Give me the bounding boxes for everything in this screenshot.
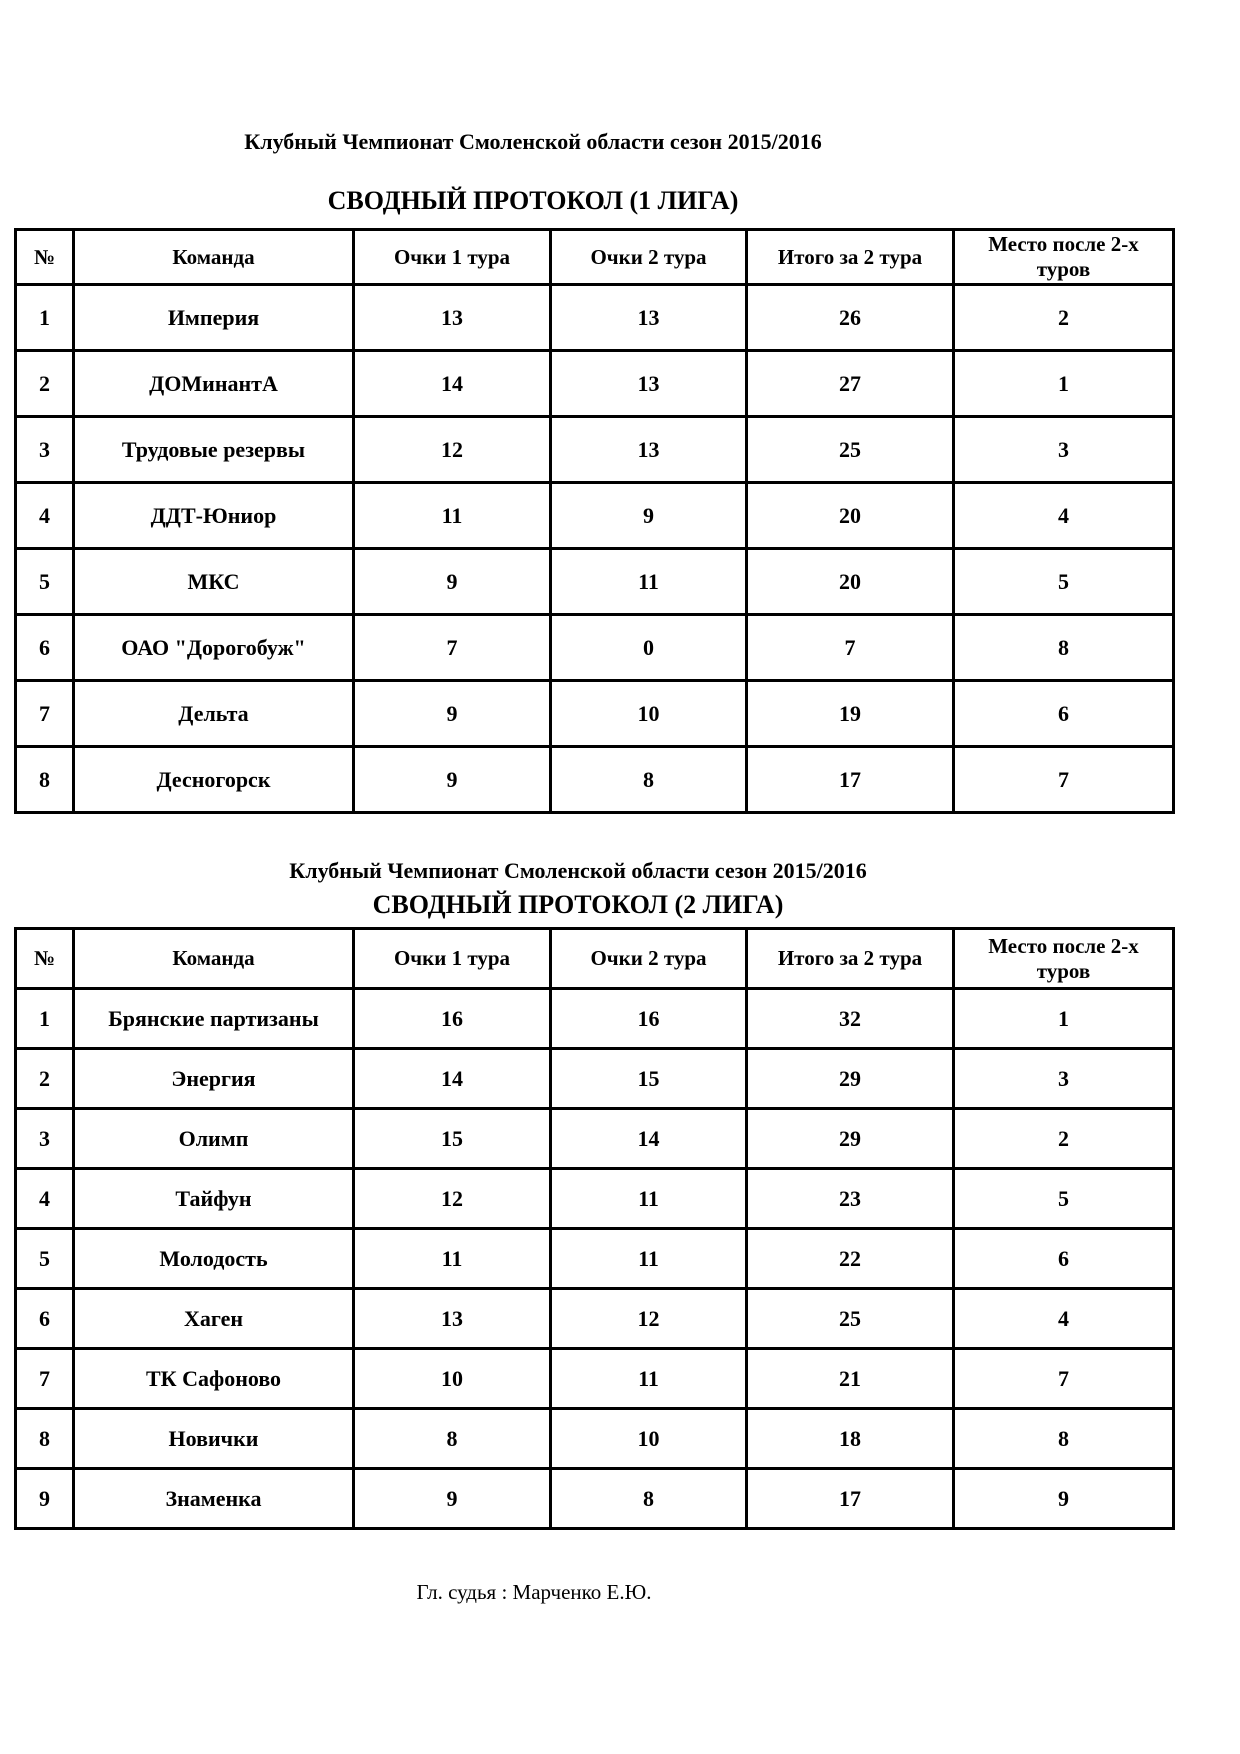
table-row xyxy=(16,351,1174,417)
table-row xyxy=(16,549,1174,615)
referee-signature: Гл. судья : Марченко Е.Ю. xyxy=(416,1580,652,1604)
table-cell: 20 xyxy=(747,549,954,615)
table-cell: 7 xyxy=(954,1349,1174,1409)
table-cell: 13 xyxy=(354,285,551,351)
championship-title-league2: Клубный Чемпионат Смоленской области сезон 2015/2016 xyxy=(289,858,867,883)
table-cell: 11 xyxy=(551,549,747,615)
table-cell: 15 xyxy=(551,1049,747,1109)
table-cell: 9 xyxy=(16,1469,74,1529)
table-cell: 5 xyxy=(16,1229,74,1289)
column-header: Место после 2-х туров xyxy=(954,929,1174,989)
table-cell: 13 xyxy=(551,417,747,483)
protocol-subtitle-league2: СВОДНЫЙ ПРОТОКОЛ (2 ЛИГА) xyxy=(372,890,784,919)
table-cell: 11 xyxy=(551,1349,747,1409)
table-cell: 13 xyxy=(354,1289,551,1349)
league2-table-body xyxy=(16,989,1174,1529)
table-cell: 1 xyxy=(954,351,1174,417)
table-cell: 11 xyxy=(354,1229,551,1289)
table-cell: Хаген xyxy=(74,1289,354,1349)
table-cell: 16 xyxy=(354,989,551,1049)
table-cell: 8 xyxy=(551,747,747,813)
table-cell: 1 xyxy=(954,989,1174,1049)
table-cell: Трудовые резервы xyxy=(74,417,354,483)
table-row xyxy=(16,285,1174,351)
table-cell: 3 xyxy=(16,417,74,483)
table-cell: 6 xyxy=(16,1289,74,1349)
table-cell: 17 xyxy=(747,1469,954,1529)
column-header: № xyxy=(16,230,74,285)
table-cell: 29 xyxy=(747,1049,954,1109)
table-cell: 9 xyxy=(354,681,551,747)
table-row xyxy=(16,681,1174,747)
table-row xyxy=(16,1469,1174,1529)
table-cell: 21 xyxy=(747,1349,954,1409)
league2-results-table xyxy=(14,927,1175,1530)
table-cell: 8 xyxy=(16,747,74,813)
table-cell: 7 xyxy=(954,747,1174,813)
table-row xyxy=(16,1049,1174,1109)
league1-results-table xyxy=(14,228,1175,814)
table-cell: Брянские партизаны xyxy=(74,989,354,1049)
column-header: Место после 2-х туров xyxy=(954,230,1174,285)
table-cell: 9 xyxy=(354,549,551,615)
table-cell: 9 xyxy=(551,483,747,549)
table-cell: 5 xyxy=(954,1169,1174,1229)
table-cell: 11 xyxy=(354,483,551,549)
table-cell: 4 xyxy=(954,1289,1174,1349)
table-cell: 1 xyxy=(16,989,74,1049)
table-cell: Тайфун xyxy=(74,1169,354,1229)
column-header: Очки 1 тура xyxy=(354,230,551,285)
table-cell: Энергия xyxy=(74,1049,354,1109)
table-row xyxy=(16,989,1174,1049)
table-row xyxy=(16,1409,1174,1469)
table-cell: 0 xyxy=(551,615,747,681)
table-cell: 26 xyxy=(747,285,954,351)
table-cell: 8 xyxy=(954,615,1174,681)
table-cell: Дельта xyxy=(74,681,354,747)
table-row xyxy=(16,1289,1174,1349)
table-cell: Новички xyxy=(74,1409,354,1469)
table-cell: 1 xyxy=(16,285,74,351)
table-row xyxy=(16,483,1174,549)
table-cell: 13 xyxy=(551,285,747,351)
league2-table-head xyxy=(16,929,1174,989)
table-cell: 11 xyxy=(551,1229,747,1289)
table-cell: 17 xyxy=(747,747,954,813)
league1-table-head xyxy=(16,230,1174,285)
table-cell: МКС xyxy=(74,549,354,615)
table-cell: 4 xyxy=(16,483,74,549)
header-row xyxy=(16,230,1174,285)
table-cell: Олимп xyxy=(74,1109,354,1169)
table-cell: 15 xyxy=(354,1109,551,1169)
table-cell: 14 xyxy=(354,351,551,417)
table-cell: 5 xyxy=(16,549,74,615)
table-cell: 18 xyxy=(747,1409,954,1469)
table-cell: 6 xyxy=(16,615,74,681)
table-cell: Десногорск xyxy=(74,747,354,813)
table-cell: ДОМинантА xyxy=(74,351,354,417)
table-cell: 4 xyxy=(16,1169,74,1229)
table-cell: 4 xyxy=(954,483,1174,549)
table-cell: 12 xyxy=(354,417,551,483)
table-cell: 6 xyxy=(954,681,1174,747)
table-cell: 2 xyxy=(954,285,1174,351)
league1-table-body xyxy=(16,285,1174,813)
table-cell: ДДТ-Юниор xyxy=(74,483,354,549)
table-cell: 7 xyxy=(747,615,954,681)
table-cell: Молодость xyxy=(74,1229,354,1289)
column-header: Очки 1 тура xyxy=(354,929,551,989)
championship-title-league1: Клубный Чемпионат Смоленской области сезон 2015/2016 xyxy=(244,129,822,154)
table-cell: 2 xyxy=(954,1109,1174,1169)
table-cell: 22 xyxy=(747,1229,954,1289)
table-cell: 14 xyxy=(551,1109,747,1169)
table-cell: 10 xyxy=(354,1349,551,1409)
column-header: Команда xyxy=(74,929,354,989)
table-cell: 27 xyxy=(747,351,954,417)
table-cell: 8 xyxy=(551,1469,747,1529)
table-cell: 7 xyxy=(16,681,74,747)
table-cell: Знаменка xyxy=(74,1469,354,1529)
table-cell: 8 xyxy=(954,1409,1174,1469)
column-header: Итого за 2 тура xyxy=(747,929,954,989)
table-cell: 9 xyxy=(354,1469,551,1529)
table-cell: 23 xyxy=(747,1169,954,1229)
table-row xyxy=(16,615,1174,681)
table-row xyxy=(16,747,1174,813)
column-header: Очки 2 тура xyxy=(551,929,747,989)
table-cell: 12 xyxy=(354,1169,551,1229)
table-cell: 7 xyxy=(16,1349,74,1409)
table-cell: 3 xyxy=(16,1109,74,1169)
table-row xyxy=(16,1109,1174,1169)
column-header: Очки 2 тура xyxy=(551,230,747,285)
column-header: № xyxy=(16,929,74,989)
table-cell: 7 xyxy=(354,615,551,681)
table-cell: 2 xyxy=(16,1049,74,1109)
table-cell: 19 xyxy=(747,681,954,747)
protocol-subtitle-league1: СВОДНЫЙ ПРОТОКОЛ (1 ЛИГА) xyxy=(327,186,739,215)
table-cell: ОАО "Дорогобуж" xyxy=(74,615,354,681)
table-cell: 2 xyxy=(16,351,74,417)
table-row xyxy=(16,417,1174,483)
table-cell: 12 xyxy=(551,1289,747,1349)
table-cell: 3 xyxy=(954,417,1174,483)
table-cell: 8 xyxy=(354,1409,551,1469)
table-row xyxy=(16,1169,1174,1229)
table-cell: 14 xyxy=(354,1049,551,1109)
table-cell: 13 xyxy=(551,351,747,417)
table-cell: 11 xyxy=(551,1169,747,1229)
table-cell: 3 xyxy=(954,1049,1174,1109)
table-cell: 16 xyxy=(551,989,747,1049)
table-cell: 10 xyxy=(551,1409,747,1469)
header-row xyxy=(16,929,1174,989)
table-cell: 8 xyxy=(16,1409,74,1469)
table-cell: 9 xyxy=(354,747,551,813)
table-cell: 25 xyxy=(747,417,954,483)
column-header: Итого за 2 тура xyxy=(747,230,954,285)
table-row xyxy=(16,1229,1174,1289)
table-row xyxy=(16,1349,1174,1409)
column-header: Команда xyxy=(74,230,354,285)
table-cell: 10 xyxy=(551,681,747,747)
table-cell: 20 xyxy=(747,483,954,549)
table-cell: 6 xyxy=(954,1229,1174,1289)
table-cell: ТК Сафоново xyxy=(74,1349,354,1409)
table-cell: 25 xyxy=(747,1289,954,1349)
table-cell: Империя xyxy=(74,285,354,351)
table-cell: 32 xyxy=(747,989,954,1049)
table-cell: 5 xyxy=(954,549,1174,615)
table-cell: 9 xyxy=(954,1469,1174,1529)
table-cell: 29 xyxy=(747,1109,954,1169)
